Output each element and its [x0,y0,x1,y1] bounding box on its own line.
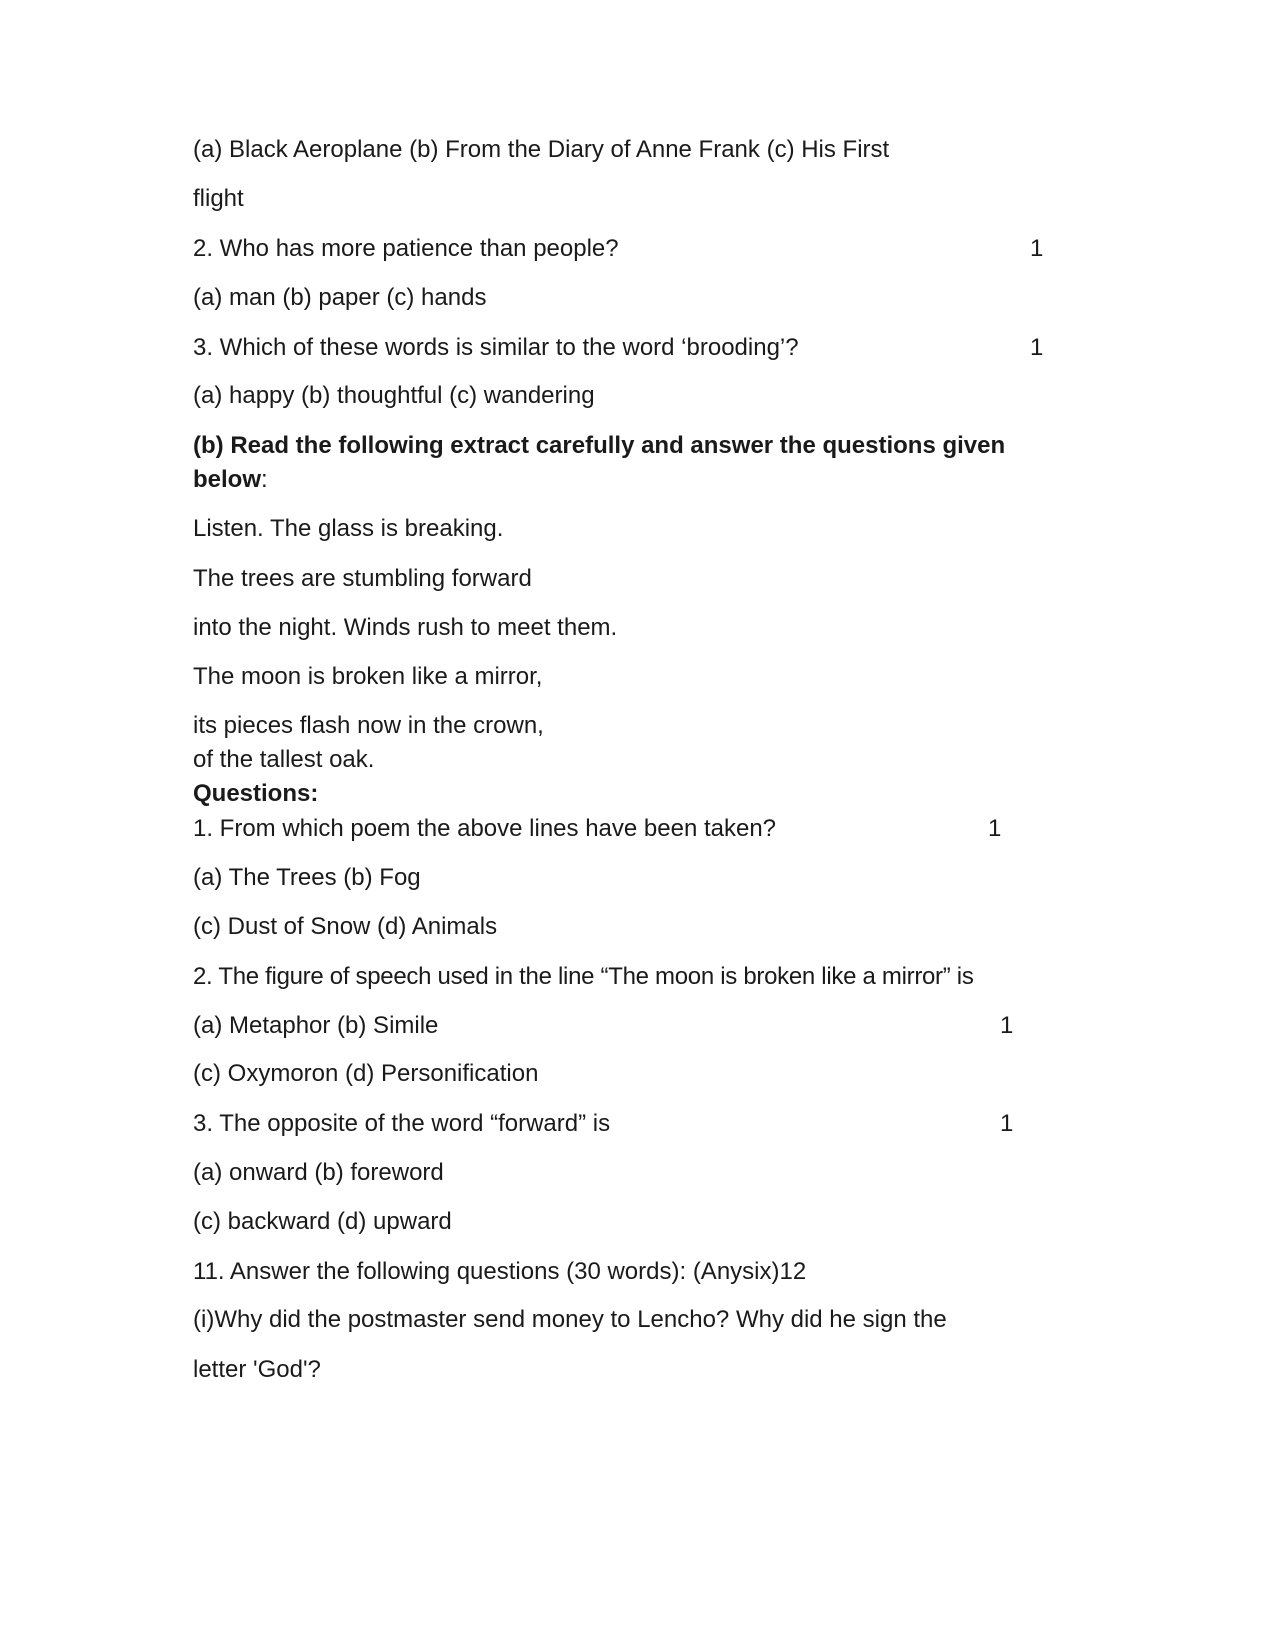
section-b-heading-line2 [193,465,268,495]
q1-marks: 1 [988,815,1002,842]
q11-sub-i-line2: letter 'God'? [193,1356,321,1383]
q1-options-line2: (c) Dust of Snow (d) Animals [193,913,498,940]
section-b-heading-colon: : [261,466,268,493]
section-b-heading-below: below [193,466,262,493]
questions-heading: Questions: [193,780,319,807]
extract-line: Listen. The glass is breaking. [193,515,504,542]
q3-marks: 1 [1000,1110,1014,1137]
prev-q3-options: (a) happy (b) thoughtful (c) wandering [193,382,595,409]
extract-line: into the night. Winds rush to meet them. [193,614,618,641]
prev-q3-marks: 1 [1030,334,1044,361]
prev-q3-text: 3. Which of these words is similar to the word ‘brooding’? [193,334,799,361]
q2-text: 2. The figure of speech used in the line “The moon is broken like a mirror” is [193,963,974,990]
section-b-heading-line1: (b) Read the following extract carefully and answer the questions given [193,432,1006,459]
prev-q2-text: 2. Who has more patience than people? [193,235,619,262]
extract-line: of the tallest oak. [193,746,375,773]
q3-text: 3. The opposite of the word “forward” is [193,1110,611,1137]
q2-options-line1: (a) Metaphor (b) Simile [193,1012,439,1039]
extract-line: The trees are stumbling forward [193,565,532,592]
q2-options-line2: (c) Oxymoron (d) Personification [193,1060,539,1087]
q3-options-line2: (c) backward (d) upward [193,1208,452,1235]
q3-options-line1: (a) onward (b) foreword [193,1159,444,1186]
extract-line: its pieces flash now in the crown, [193,712,544,739]
q1-text: 1. From which poem the above lines have been taken? [193,815,777,842]
q2-marks: 1 [1000,1012,1014,1039]
prev-q2-marks: 1 [1030,235,1044,262]
prev-q1-options-line2: flight [193,185,244,212]
q11-sub-i-line1: (i)Why did the postmaster send money to Lencho? Why did he sign the [193,1306,947,1333]
q1-options-line1: (a) The Trees (b) Fog [193,864,421,891]
q11-text: 11. Answer the following questions (30 words): (Anysix)12 [193,1258,807,1285]
prev-q2-options: (a) man (b) paper (c) hands [193,284,487,311]
extract-line: The moon is broken like a mirror, [193,663,543,690]
prev-q1-options-line1: (a) Black Aeroplane (b) From the Diary of Anne Frank (c) His First [193,136,890,163]
